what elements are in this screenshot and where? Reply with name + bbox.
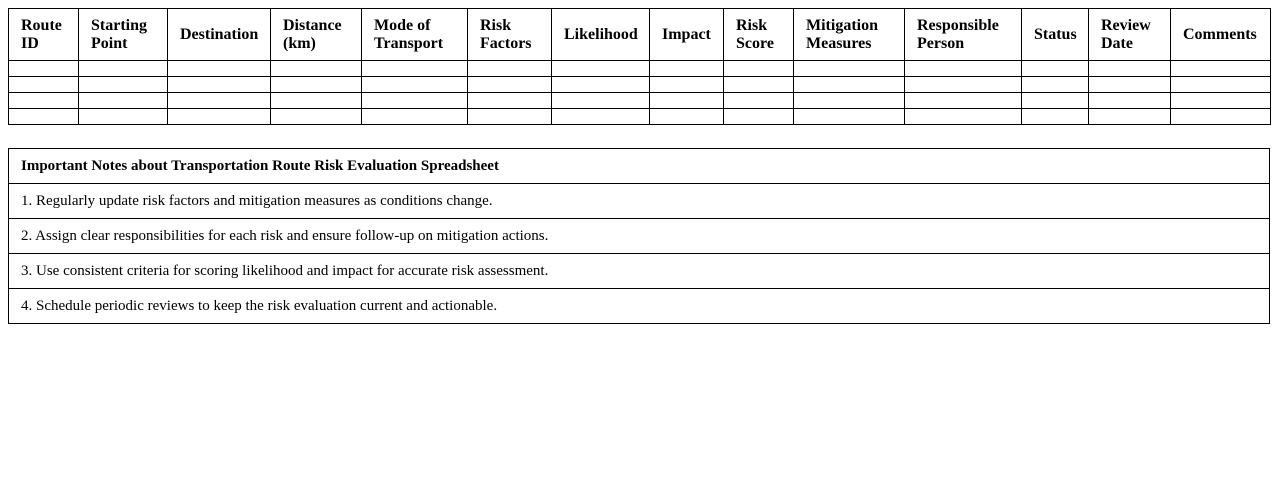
table-cell[interactable] bbox=[552, 77, 650, 93]
table-cell[interactable] bbox=[1022, 93, 1089, 109]
table-cell[interactable] bbox=[168, 61, 271, 77]
column-header-mode-of-transport: Mode of Transport bbox=[362, 9, 468, 61]
risk-evaluation-table bbox=[8, 8, 1271, 125]
table-cell[interactable] bbox=[362, 109, 468, 125]
table-cell[interactable] bbox=[468, 77, 552, 93]
column-header-review-date: Review Date bbox=[1089, 9, 1171, 61]
table-cell[interactable] bbox=[1022, 77, 1089, 93]
table-cell[interactable] bbox=[794, 61, 905, 77]
note-item: 3. Use consistent criteria for scoring likelihood and impact for accurate risk assessment. bbox=[9, 254, 1270, 289]
note-row bbox=[9, 289, 1270, 324]
table-cell[interactable] bbox=[1171, 61, 1271, 77]
table-cell[interactable] bbox=[79, 77, 168, 93]
table-cell[interactable] bbox=[1022, 61, 1089, 77]
table-cell[interactable] bbox=[724, 61, 794, 77]
table-row bbox=[9, 77, 1271, 93]
table-cell[interactable] bbox=[650, 93, 724, 109]
note-item: 4. Schedule periodic reviews to keep the risk evaluation current and actionable. bbox=[9, 289, 1270, 324]
table-cell[interactable] bbox=[905, 109, 1022, 125]
table-cell[interactable] bbox=[724, 77, 794, 93]
column-header-likelihood: Likelihood bbox=[552, 9, 650, 61]
column-header-comments: Comments bbox=[1171, 9, 1271, 61]
table-cell[interactable] bbox=[79, 61, 168, 77]
table-cell[interactable] bbox=[794, 77, 905, 93]
column-header-risk-factors: Risk Factors bbox=[468, 9, 552, 61]
table-cell[interactable] bbox=[794, 109, 905, 125]
column-header-responsible-person: Responsible Person bbox=[905, 9, 1022, 61]
table-cell[interactable] bbox=[1171, 109, 1271, 125]
table-cell[interactable] bbox=[362, 93, 468, 109]
table-cell[interactable] bbox=[905, 61, 1022, 77]
column-header-route-id: Route ID bbox=[9, 9, 79, 61]
table-cell[interactable] bbox=[168, 77, 271, 93]
table-row bbox=[9, 109, 1271, 125]
table-cell[interactable] bbox=[9, 61, 79, 77]
table-cell[interactable] bbox=[552, 93, 650, 109]
column-header-risk-score: Risk Score bbox=[724, 9, 794, 61]
table-cell[interactable] bbox=[1089, 77, 1171, 93]
table-cell[interactable] bbox=[9, 77, 79, 93]
notes-title-row bbox=[9, 149, 1270, 184]
column-header-destination: Destination bbox=[168, 9, 271, 61]
table-cell[interactable] bbox=[362, 61, 468, 77]
table-cell[interactable] bbox=[905, 77, 1022, 93]
table-cell[interactable] bbox=[468, 93, 552, 109]
table-cell[interactable] bbox=[271, 109, 362, 125]
table-cell[interactable] bbox=[271, 93, 362, 109]
note-row bbox=[9, 254, 1270, 289]
table-cell[interactable] bbox=[9, 109, 79, 125]
header-row bbox=[9, 9, 1271, 61]
table-cell[interactable] bbox=[1089, 61, 1171, 77]
notes-title: Important Notes about Transportation Route Risk Evaluation Spreadsheet bbox=[9, 149, 1270, 184]
table-row bbox=[9, 61, 1271, 77]
table-cell[interactable] bbox=[794, 93, 905, 109]
table-cell[interactable] bbox=[905, 93, 1022, 109]
table-cell[interactable] bbox=[1022, 109, 1089, 125]
table-cell[interactable] bbox=[1089, 109, 1171, 125]
table-cell[interactable] bbox=[552, 109, 650, 125]
table-cell[interactable] bbox=[650, 77, 724, 93]
note-row bbox=[9, 184, 1270, 219]
column-header-status: Status bbox=[1022, 9, 1089, 61]
table-cell[interactable] bbox=[468, 61, 552, 77]
table-cell[interactable] bbox=[724, 93, 794, 109]
table-cell[interactable] bbox=[271, 77, 362, 93]
table-cell[interactable] bbox=[650, 61, 724, 77]
table-cell[interactable] bbox=[1171, 93, 1271, 109]
note-item: 1. Regularly update risk factors and mitigation measures as conditions change. bbox=[9, 184, 1270, 219]
column-header-impact: Impact bbox=[650, 9, 724, 61]
table-cell[interactable] bbox=[468, 109, 552, 125]
table-cell[interactable] bbox=[168, 93, 271, 109]
table-cell[interactable] bbox=[79, 93, 168, 109]
table-cell[interactable] bbox=[168, 109, 271, 125]
table-cell[interactable] bbox=[724, 109, 794, 125]
table-row bbox=[9, 93, 1271, 109]
table-cell[interactable] bbox=[362, 77, 468, 93]
table-cell[interactable] bbox=[552, 61, 650, 77]
table-cell[interactable] bbox=[271, 61, 362, 77]
column-header-distance: Distance (km) bbox=[271, 9, 362, 61]
column-header-starting-point: Starting Point bbox=[79, 9, 168, 61]
risk-table-body bbox=[9, 61, 1271, 125]
table-cell[interactable] bbox=[650, 109, 724, 125]
note-row bbox=[9, 219, 1270, 254]
table-cell[interactable] bbox=[9, 93, 79, 109]
notes-table bbox=[8, 148, 1270, 324]
note-item: 2. Assign clear responsibilities for each risk and ensure follow-up on mitigation actions. bbox=[9, 219, 1270, 254]
table-cell[interactable] bbox=[1171, 77, 1271, 93]
column-header-mitigation-measures: Mitigation Measures bbox=[794, 9, 905, 61]
table-cell[interactable] bbox=[1089, 93, 1171, 109]
table-cell[interactable] bbox=[79, 109, 168, 125]
